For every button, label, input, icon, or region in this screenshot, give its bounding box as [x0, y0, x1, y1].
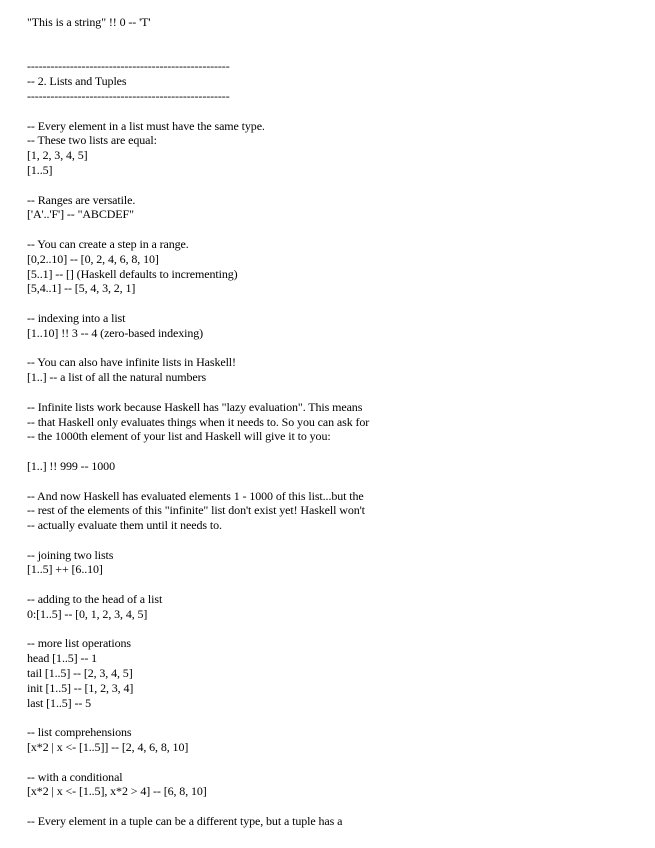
text-line: -- Every element in a list must have the same type.	[27, 118, 265, 133]
text-line	[27, 799, 645, 814]
text-line	[27, 755, 645, 770]
text-line: [0,2..10] -- [0, 2, 4, 6, 8, 10]	[27, 251, 159, 266]
text-line: [x*2 | x <- [1..5], x*2 > 4] -- [6, 8, 10]	[27, 784, 207, 799]
text-line: -- joining two lists	[27, 547, 114, 562]
text-line	[27, 474, 645, 489]
text-line	[27, 104, 645, 119]
text-line: [1..] -- a list of all the natural numbers	[27, 370, 207, 385]
text-line: [5,4..1] -- [5, 4, 3, 2, 1]	[27, 281, 136, 296]
text-line	[27, 45, 645, 60]
text-line: last [1..5] -- 5	[27, 695, 92, 710]
text-line: ----------------------------------------------------	[27, 88, 230, 103]
text-line: [1..10] !! 3 -- 4 (zero-based indexing)	[27, 325, 204, 340]
text-line: -- Ranges are versatile.	[27, 192, 136, 207]
text-line: -- actually evaluate them until it needs to.	[27, 518, 222, 533]
text-line: -- Every element in a tuple can be a different type, but a tuple has a	[27, 814, 343, 829]
text-line	[27, 296, 645, 311]
text-line: -- You can also have infinite lists in Haskell!	[27, 355, 236, 370]
text-line: tail [1..5] -- [2, 3, 4, 5]	[27, 666, 133, 681]
text-line: [1..5] ++ [6..10]	[27, 562, 103, 577]
text-line: [5..1] -- [] (Haskell defaults to incrementing)	[27, 266, 238, 281]
text-line: -- adding to the head of a list	[27, 592, 163, 607]
text-line	[27, 622, 645, 637]
text-line	[27, 577, 645, 592]
text-line: -- These two lists are equal:	[27, 133, 157, 148]
text-line: -- list comprehensions	[27, 725, 132, 740]
text-line: ['A'..'F'] -- "ABCDEF"	[27, 207, 134, 222]
text-line	[27, 178, 645, 193]
text-line: -- with a conditional	[27, 769, 123, 784]
text-line: 0:[1..5] -- [0, 1, 2, 3, 4, 5]	[27, 606, 148, 621]
text-line: -- rest of the elements of this "infinite" list don't exist yet! Haskell won't	[27, 503, 365, 518]
text-line	[27, 710, 645, 725]
text-line	[27, 341, 645, 356]
text-line: [1, 2, 3, 4, 5]	[27, 148, 88, 163]
text-line	[27, 385, 645, 400]
text-line: [1..5]	[27, 162, 53, 177]
text-line: "This is a string" !! 0 -- 'T'	[27, 15, 151, 29]
text-line	[27, 444, 645, 459]
document-page	[27, 15, 645, 848]
text-line	[27, 222, 645, 237]
text-line	[27, 30, 645, 45]
text-line: init [1..5] -- [1, 2, 3, 4]	[27, 680, 134, 695]
text-line: [1..] !! 999 -- 1000	[27, 458, 115, 473]
text-line: -- indexing into a list	[27, 310, 126, 325]
text-line: -- that Haskell only evaluates things when it needs to. So you can ask for	[27, 414, 370, 429]
text-line: ----------------------------------------------------	[27, 59, 230, 74]
text-line: head [1..5] -- 1	[27, 651, 98, 666]
text-line: -- more list operations	[27, 636, 132, 651]
text-line: -- the 1000th element of your list and Haskell will give it to you:	[27, 429, 331, 444]
text-line: -- And now Haskell has evaluated elements 1 - 1000 of this list...but the	[27, 488, 364, 503]
text-line: -- You can create a step in a range.	[27, 236, 189, 251]
text-line: -- 2. Lists and Tuples	[27, 74, 127, 89]
text-line	[27, 533, 645, 548]
text-line: [x*2 | x <- [1..5]] -- [2, 4, 6, 8, 10]	[27, 740, 189, 755]
text-line: -- Infinite lists work because Haskell has "lazy evaluation". This means	[27, 399, 363, 414]
